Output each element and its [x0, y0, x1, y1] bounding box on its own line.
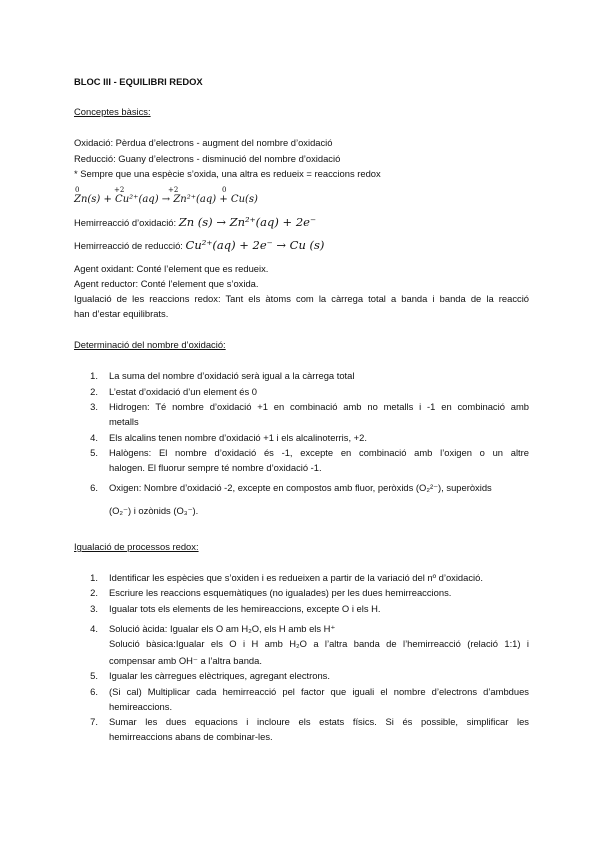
redox-note: * Sempre que una espècie s’oxida, una altra es redueix = reaccions redox	[74, 168, 381, 179]
list-item-continuation: Solució bàsica:Igualar els O i H amb H₂O a l’altra banda de l’hemirreacció (relació 1:1) i	[109, 638, 529, 649]
list-item-number: 1.	[90, 572, 98, 583]
ox-number-zn-ion: +2	[168, 186, 179, 194]
list-item: Identificar les espècies que s’oxiden i es redueixen a partir de la variació del nº d’oxidació.	[109, 572, 483, 583]
list-item-number: 1.	[90, 370, 98, 381]
list-item-number: 7.	[90, 716, 98, 727]
list-item: Igualar les càrregues elèctriques, agregant electrons.	[109, 670, 330, 681]
section-heading-basics: Conceptes bàsics:	[74, 106, 151, 117]
list-item: Hidrogen: Té nombre d’oxidació +1 en combinació amb no metalls i -1 en combinació amb	[109, 401, 529, 412]
definition-reduction: Reducció: Guany d’electrons - disminució del nombre d’oxidació	[74, 153, 341, 164]
list-item-number: 2.	[90, 386, 98, 397]
ox-number-cu: 0	[222, 186, 227, 194]
list-item: L’estat d’oxidació d’un element és 0	[109, 386, 258, 397]
list-item-continuation: compensar amb OH⁻ a l’altra banda.	[109, 655, 262, 666]
list-item-continuation: halogen. El fluorur sempre té nombre d’oxidació -1.	[109, 462, 322, 473]
list-item-continuation: hemirreaccions abans de combinar-les.	[109, 731, 273, 742]
list-item-number: 3.	[90, 603, 98, 614]
list-item-number: 4.	[90, 432, 98, 443]
definition-oxidation: Oxidació: Pèrdua d’electrons - augment del nombre d’oxidació	[74, 137, 333, 148]
list-item-number: 3.	[90, 401, 98, 412]
balancing-definition-line2: han d’estar equilibrats.	[74, 308, 169, 319]
agent-oxidant: Agent oxidant: Conté l’element que es redueix.	[74, 263, 269, 274]
list-item: Solució àcida: Igualar els O am H₂O, els H amb els H⁺	[109, 623, 336, 634]
document-title: BLOC III - EQUILIBRI REDOX	[74, 76, 203, 87]
agent-reductor: Agent reductor: Conté l’element que s’oxida.	[74, 278, 259, 289]
list-item: Halògens: El nombre d’oxidació és -1, excepte en combinació amb l’oxigen o un altre	[109, 447, 529, 458]
list-item-number: 4.	[90, 623, 98, 634]
list-item: Escriure les reaccions esquemàtiques (no igualades) per les dues hemirreaccions.	[109, 587, 452, 598]
list-item-number: 5.	[90, 447, 98, 458]
list-item-number: 2.	[90, 587, 98, 598]
section-heading-balancing: Igualació de processos redox:	[74, 541, 199, 552]
list-item: Els alcalins tenen nombre d’oxidació +1 i els alcalinoterris, +2.	[109, 432, 367, 443]
list-item: La suma del nombre d’oxidació serà igual a la càrrega total	[109, 370, 355, 381]
list-item: Sumar les dues equacions i incloure els estats físics. Si és possible, simplificar les	[109, 716, 529, 727]
section-heading-oxidation-number: Determinació del nombre d’oxidació:	[74, 339, 226, 350]
reduction-half-equation: Cu²⁺(aq) + 2e⁻ → Cu (s)	[185, 238, 325, 252]
list-item: Igualar tots els elements de les hemireaccions, excepte O i els H.	[109, 603, 381, 614]
list-item-continuation: metalls	[109, 416, 139, 427]
balancing-definition-line1: Igualació de les reaccions redox: Tant els àtoms com la càrrega total a banda i banda de la reacció	[74, 293, 529, 304]
ox-number-cu-ion: +2	[114, 186, 125, 194]
ox-number-zn: 0	[75, 186, 80, 194]
list-item-number: 6.	[90, 686, 98, 697]
oxidation-half-equation: Zn (s) → Zn²⁺(aq) + 2e⁻	[178, 215, 317, 229]
redox-equation: Zn(s) + Cu²⁺(aq) → Zn²⁺(aq) + Cu(s)	[74, 194, 258, 205]
list-item-continuation: (O₂⁻) i ozònids (O₃⁻).	[109, 505, 199, 516]
list-item: (Si cal) Multiplicar cada hemirreacció pel factor que iguali el nombre d’electrons d’ambdues	[109, 686, 529, 697]
oxidation-half-label: Hemirreacció d’oxidació:	[74, 217, 177, 228]
list-item-number: 6.	[90, 482, 98, 493]
list-item-continuation: hemireaccions.	[109, 701, 173, 712]
list-item-number: 5.	[90, 670, 98, 681]
reduction-half-label: Hemirreacció de reducció:	[74, 240, 183, 251]
list-item: Oxigen: Nombre d’oxidació -2, excepte en compostos amb fluor, peròxids (O₂²⁻), superòxids	[109, 482, 492, 493]
